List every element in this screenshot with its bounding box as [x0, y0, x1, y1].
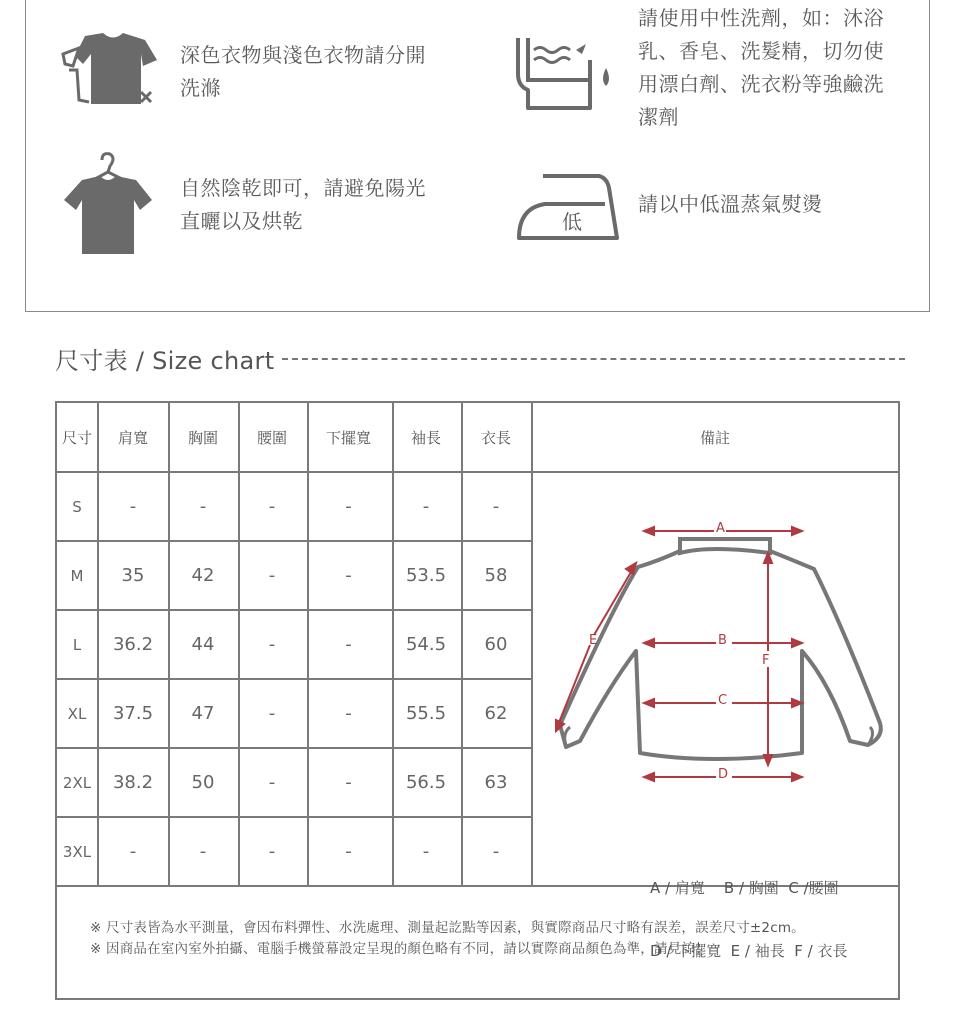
hanger-shirt-dry-icon — [58, 150, 158, 260]
care-line: 潔劑 — [638, 105, 679, 129]
table-cell: 44 — [191, 634, 215, 655]
table-cell: - — [199, 841, 207, 862]
care-line: 用漂白劑、洗衣粉等強鹼洗 — [638, 72, 884, 96]
table-cell: - — [268, 634, 276, 655]
header-shoulder: 肩寬 — [117, 428, 148, 447]
care-line: 直曬以及烘乾 — [180, 209, 303, 233]
care-line: 自然陰乾即可，請避免陽光 — [180, 176, 426, 200]
size-label-cell: 3XL — [62, 842, 92, 861]
note-line: ※ 尺寸表皆為水平測量，會因布料彈性、水洗處理、測量起訖點等因素，與實際商品尺寸略有誤差，誤差尺寸±2cm。 — [90, 920, 805, 936]
table-cell: 55.5 — [405, 703, 447, 724]
table-cell: - — [129, 841, 137, 862]
table-cell: 37.5 — [112, 703, 154, 724]
table-cell: 38.2 — [112, 772, 154, 793]
size-chart-title-row — [55, 340, 905, 376]
table-cell: 50 — [191, 772, 215, 793]
table-cell: - — [422, 496, 430, 517]
size-label-cell: M — [70, 566, 84, 585]
table-cell: - — [268, 703, 276, 724]
label-D: D — [718, 767, 729, 782]
table-cell: 53.5 — [405, 565, 447, 586]
header-length: 衣長 — [480, 428, 511, 447]
label-C: C — [718, 693, 728, 708]
table-cell: 56.5 — [405, 772, 447, 793]
table-cell: 62 — [484, 703, 508, 724]
label-A: A — [716, 521, 725, 536]
table-divider — [531, 403, 533, 885]
label-E: E — [589, 633, 598, 648]
header-chest: 胸圍 — [187, 428, 218, 447]
table-cell: - — [345, 634, 352, 655]
header-hem: 下擺寬 — [325, 428, 371, 447]
table-cell: - — [422, 841, 430, 862]
care-text-separate-wash — [180, 39, 426, 105]
size-chart-title: 尺寸表 / Size chart — [55, 346, 275, 375]
note-line: ※ 因商品在室內室外拍攝、電腦手機螢幕設定呈現的顏色略有不同，請以實際商品顏色為準，請見諒！ — [90, 941, 709, 957]
wash-basin-detergent-icon — [508, 30, 623, 115]
table-cell: - — [199, 496, 207, 517]
table-cell: - — [345, 496, 352, 517]
title-dashed-divider — [282, 358, 905, 360]
table-cell: - — [268, 565, 276, 586]
table-cell: 54.5 — [405, 634, 447, 655]
iron-low-temp-icon — [515, 168, 625, 243]
table-cell: 35 — [121, 565, 145, 586]
legend-line: A / 肩寬 B / 胸圍 C /腰圍 — [650, 879, 839, 897]
care-line: 洗滌 — [180, 76, 221, 100]
header-size: 尺寸 — [61, 428, 92, 447]
table-cell: - — [345, 841, 352, 862]
header-remarks: 備註 — [699, 428, 730, 447]
care-text-detergent — [638, 2, 884, 134]
care-line: 乳、香皂、洗髮精，切勿使 — [638, 39, 884, 63]
table-cell: 60 — [484, 634, 508, 655]
header-sleeve: 袖長 — [410, 428, 441, 447]
size-label-cell: 2XL — [62, 773, 92, 792]
table-cell: - — [268, 496, 276, 517]
table-cell: - — [345, 772, 352, 793]
table-cell: - — [492, 841, 500, 862]
care-line: 請以中低溫蒸氣熨燙 — [638, 192, 823, 216]
care-line: 請使用中性洗劑，如：沐浴 — [638, 6, 884, 30]
garment-diagram — [540, 515, 900, 795]
care-text-iron — [638, 188, 823, 221]
table-cell: - — [268, 841, 276, 862]
legend-line: D / 下擺寬 E / 袖長 F / 衣長 — [650, 942, 848, 960]
table-cell: - — [268, 772, 276, 793]
label-F: F — [762, 653, 770, 668]
label-B: B — [718, 633, 727, 648]
table-cell: - — [345, 703, 352, 724]
care-text-dry — [180, 172, 426, 238]
size-label-cell: S — [72, 497, 82, 516]
table-cell: - — [129, 496, 137, 517]
care-line: 深色衣物與淺色衣物請分開 — [180, 43, 426, 67]
header-waist: 腰圍 — [256, 428, 287, 447]
table-cell: - — [492, 496, 500, 517]
size-label-cell: XL — [67, 704, 87, 723]
table-cell: 36.2 — [112, 634, 154, 655]
table-cell: 58 — [484, 565, 508, 586]
table-cell: 42 — [191, 565, 215, 586]
size-chart-notes — [90, 918, 805, 960]
diagram-legend — [650, 836, 848, 983]
size-label-cell: L — [72, 635, 82, 654]
table-cell: - — [345, 565, 352, 586]
table-cell: 47 — [191, 703, 215, 724]
tshirt-separate-wash-icon — [55, 30, 165, 110]
table-cell: 63 — [484, 772, 508, 793]
iron-label: 低 — [562, 210, 582, 234]
